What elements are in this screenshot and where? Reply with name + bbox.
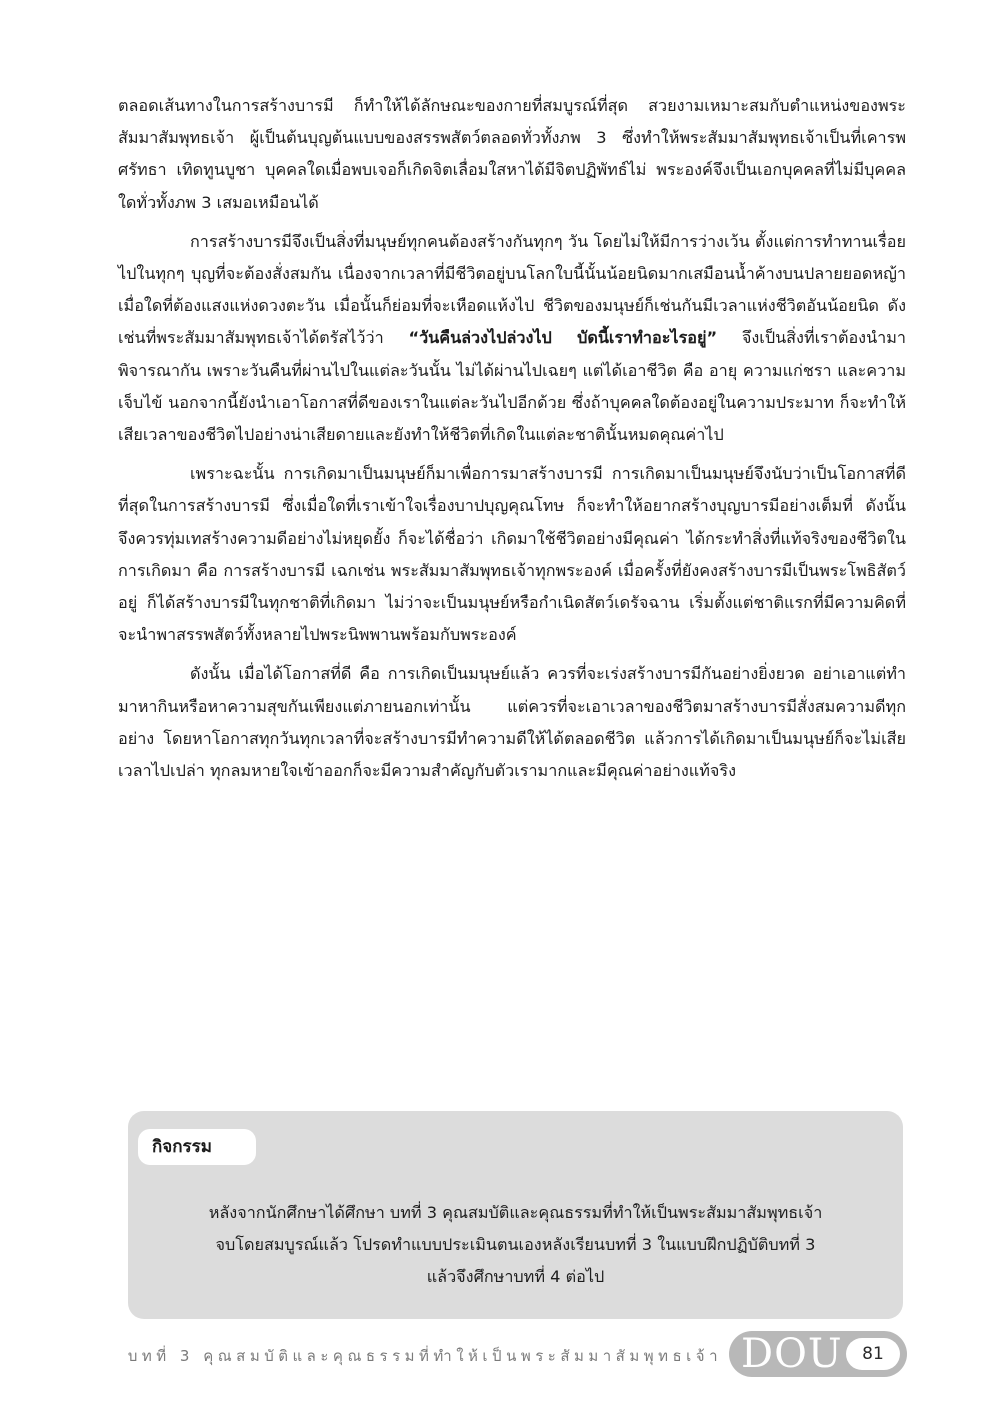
paragraph-3: เพราะฉะนั้น การเกิดมาเป็นมนุษย์ก็มาเพื่อการมาสร้างบารมี การเกิดมาเป็นมนุษย์จึงนับว่าเป็นโอกาสที่ดีที่สุดในการสร้างบารมี ซึ่งเมื่อใดที่เราเข้าใจเรื่องบาปบุญคุณโทษ ก็จะทำให้อยากสร้างบุญบารมีอย่างเต็มที่ ดังนั้น จึงควรทุ่มเทสร้างความดีอย่างไม่หยุดยั้ง ก็จะได้ชื่อว่า เกิดมาใช้ชีวิตอย่างมีคุณค่า ได้กระทำสิ่งที่แท้จริงของชีวิตในการเกิดมา คือ การสร้างบารมี เฉกเช่น พระสัมมาสัมพุทธเจ้าทุกพระองค์ เมื่อครั้งที่ยังคงสร้างบารมีเป็นพระโพธิสัตว์อยู่ ก็ได้สร้างบารมีในทุกชาติที่เกิดมา ไม่ว่าจะเป็นมนุษย์หรือกำเนิดสัตว์เดรัจฉาน เริ่มตั้งแต่ชาติแรกที่มีความคิดที่จะนำพาสรรพสัตว์ทั้งหลายไปพระนิพพานพร้อมกับพระองค์: [118, 464, 906, 645]
buddha-quote: “วันคืนล่วงไปล่วงไป บัดนี้เราทำอะไรอยู่”: [408, 328, 718, 348]
footer-chapter-title: บทที่ 3 คุณสมบัติและคุณธรรมที่ทำให้เป็นพระสัมมาสัมพุทธเจ้า: [127, 1347, 722, 1365]
body-text: [118, 90, 906, 794]
page-number: 81: [846, 1338, 900, 1370]
paragraph-1: ตลอดเส้นทางในการสร้างบารมี ก็ทำให้ได้ลักษณะของกายที่สมบูรณ์ที่สุด สวยงามเหมาะสมกับตำแหน่งของพระสัมมาสัมพุทธเจ้า ผู้เป็นต้นบุญต้นแบบของสรรพสัตว์ตลอดทั่วทั้งภพ 3 ซึ่งทำให้พระสัมมาสัมพุทธเจ้าเป็นที่เคารพ ศรัทธา เทิดทูนบูชา บุคคลใดเมื่อพบเจอก็เกิดจิตเลื่อมใสหาได้มีจิตปฏิพัทธ์ไม่ พระองค์จึงเป็นเอกบุคคลที่ไม่มีบุคคลใดทั่วทั้งภพ 3 เสมอเหมือนได้: [118, 96, 906, 212]
dou-logo: DOU: [741, 1331, 843, 1377]
paragraph-2-rest: จึงเป็นสิ่งที่เราต้องนำมาพิจารณากัน เพราะวันคืนที่ผ่านไปในแต่ละวันนั้น ไม่ได้ผ่านไปเฉยๆ แต่ได้เอาชีวิต คือ อายุ ความแก่ชรา และความเจ็บไข้ นอกจากนี้ยังนำเอาโอกาสที่ดีของเราในแต่ละวันไปอีกด้วย ซึ่งถ้าบุคคลใดต้องอยู่ในความประมาท ก็จะทำให้เสียเวลาของชีวิตไปอย่างน่าเสียดายและยังทำให้ชีวิตที่เกิดในแต่ละชาตินั้นหมดคุณค่าไป: [118, 328, 907, 445]
footer-brand-badge: [729, 1331, 907, 1377]
activity-line-1: หลังจากนักศึกษาได้ศึกษา บทที่ 3 คุณสมบัติและคุณธรรมที่ทำให้เป็นพระสัมมาสัมพุทธเจ้า: [208, 1203, 823, 1222]
page-footer: [0, 1330, 1000, 1380]
activity-line-2: จบโดยสมบูรณ์แล้ว โปรดทำแบบประเมินตนเองหลังเรียนบทที่ 3 ในแบบฝึกปฏิบัติบทที่ 3: [215, 1235, 816, 1254]
activity-title: กิจกรรม: [138, 1129, 256, 1165]
paragraph-4: ดังนั้น เมื่อได้โอกาสที่ดี คือ การเกิดเป็นมนุษย์แล้ว ควรที่จะเร่งสร้างบารมีกันอย่างยิ่งยวด อย่าเอาแต่ทำมาหากินหรือหาความสุขกันเพียงแต่ภายนอกเท่านั้น แต่ควรที่จะเอาเวลาของชีวิตมาสร้างบารมีสั่งสมความดีทุกอย่าง โดยหาโอกาสทุกวันทุกเวลาที่จะสร้างบารมีทำความดีให้ได้ตลอดชีวิต แล้วการได้เกิดมาเป็นมนุษย์ก็จะไม่เสียเวลาไปเปล่า ทุกลมหายใจเข้าออกก็จะมีความสำคัญกับตัวเรามากและมีคุณค่าอย่างแท้จริง: [118, 664, 906, 781]
paragraph-2: [118, 226, 906, 451]
activity-line-3: แล้วจึงศึกษาบทที่ 4 ต่อไป: [426, 1267, 605, 1286]
paragraph-2-lead: การสร้างบารมีจึงเป็นสิ่งที่มนุษย์ทุกคนต้องสร้างกันทุกๆ วัน โดยไม่ให้มีการว่างเว้น ตั้งแต่การทำทานเรื่อยไปในทุกๆ บุญที่จะต้องสั่งสมกัน เนื่องจากเวลาที่มีชีวิตอยู่บนโลกใบนี้นั้นน้อยนิดมากเสมือนน้ำค้างบนปลายยอดหญ้า เมื่อใดที่ต้องแสงแห่งดวงตะวัน เมื่อนั้นก็ย่อมที่จะเหือดแห้งไป ชีวิตของมนุษย์ก็เช่นกันมีเวลาแห่งชีวิตอันน้อยนิด ดังเช่นที่พระสัมมาสัมพุทธเจ้าได้ตรัสไว้ว่า: [118, 231, 906, 348]
activity-box: [128, 1111, 903, 1319]
activity-instructions: [158, 1197, 873, 1293]
